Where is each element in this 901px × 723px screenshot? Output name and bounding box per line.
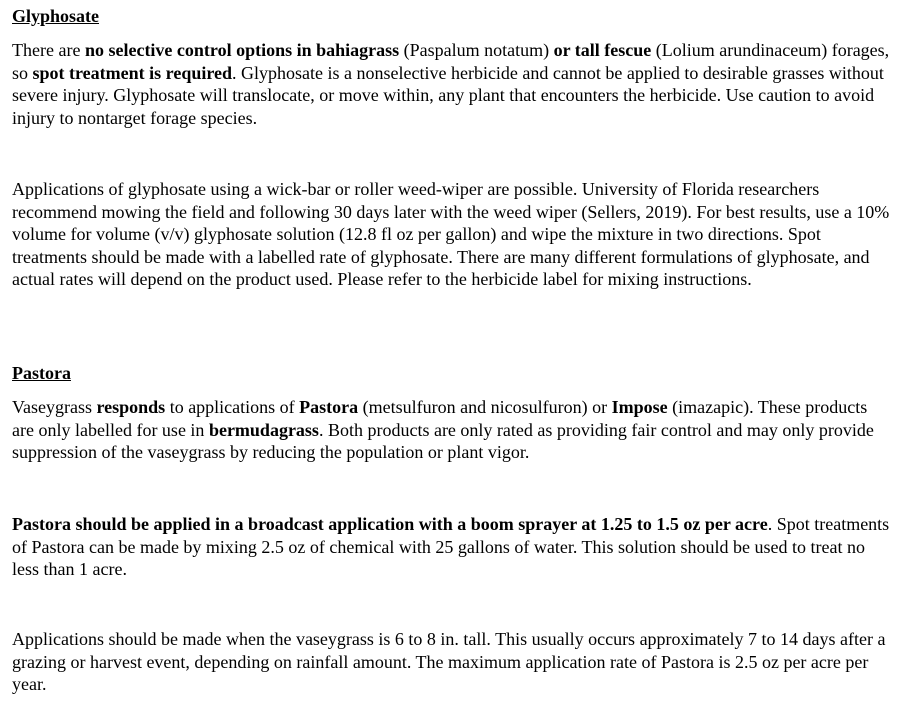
text-run: . Both products are only rated as providing fair control and may only provide suppression of the vaseygrass by reducing the population or plant vigor.: [12, 419, 874, 462]
bold-text-run: no selective control options in bahiagrass: [84, 40, 400, 60]
bold-text-run: Pastora: [299, 397, 359, 417]
pastora-paragraph-3: Applications should be made when the vaseygrass is 6 to 8 in. tall. This usually occurs approximately 7 to 14 days after a grazing or harvest event, depending on rainfall amount. The maximum application rate of Pastora is 2.5 oz per acre per year.: [12, 629, 886, 694]
text-run: . Glyphosate is a nonselective herbicide and cannot be applied to desirable grasses without severe injury. Glyphosate will translocate, or move within, any plant that encounters the herbicide. Use caution to avoid injury to nontarget forage species.: [12, 62, 884, 128]
bold-text-run: Impose: [611, 397, 668, 417]
text-run: (Paspalum notatum): [399, 40, 554, 60]
pastora-paragraph-1: [12, 396, 890, 464]
glyphosate-paragraph-1: [12, 39, 890, 129]
text-run: to applications of: [165, 397, 300, 417]
bold-text-run: spot treatment is required: [32, 62, 233, 83]
text-run: (metsulfuron and nicosulfuron) or: [358, 397, 612, 417]
text-run: Vaseygrass: [12, 397, 97, 417]
bold-text-run: or tall fescue: [553, 40, 652, 60]
text-run: There are: [12, 40, 85, 60]
bold-text-run: Pastora should be applied in a broadcast application with a boom sprayer at 1.25 to 1.5 oz per acre: [12, 514, 768, 534]
section-heading-glyphosate: Glyphosate: [12, 6, 100, 26]
bold-text-run: bermudagrass: [208, 419, 319, 440]
section-heading-pastora: Pastora: [12, 363, 71, 383]
bold-text-run: responds: [96, 397, 166, 417]
text-run: . Spot treatments of Pastora can be made by mixing 2.5 oz of chemical with 25 gallons of water. This solution should be used to treat no less than 1 acre.: [12, 514, 890, 579]
text-run: (Lolium arundinaceum) forages, so: [12, 40, 890, 83]
glyphosate-paragraph-2: Applications of glyphosate using a wick-bar or roller weed-wiper are possible. University of Florida researchers recommend mowing the field and following 30 days later with the weed wiper (Sellers, 2019). For best results, use a 10% volume for volume (v/v) glyphosate solution (12.8 fl oz per gallon) and wipe the mixture in two directions. Spot treatments should be made with a labelled rate of glyphosate. There are many different formulations of glyphosate, and actual rates will depend on the product used. Please refer to the herbicide label for mixing instructions.: [12, 179, 890, 289]
pastora-paragraph-2: [12, 513, 890, 581]
text-run: (imazapic). These products are only labelled for use in: [12, 397, 868, 440]
